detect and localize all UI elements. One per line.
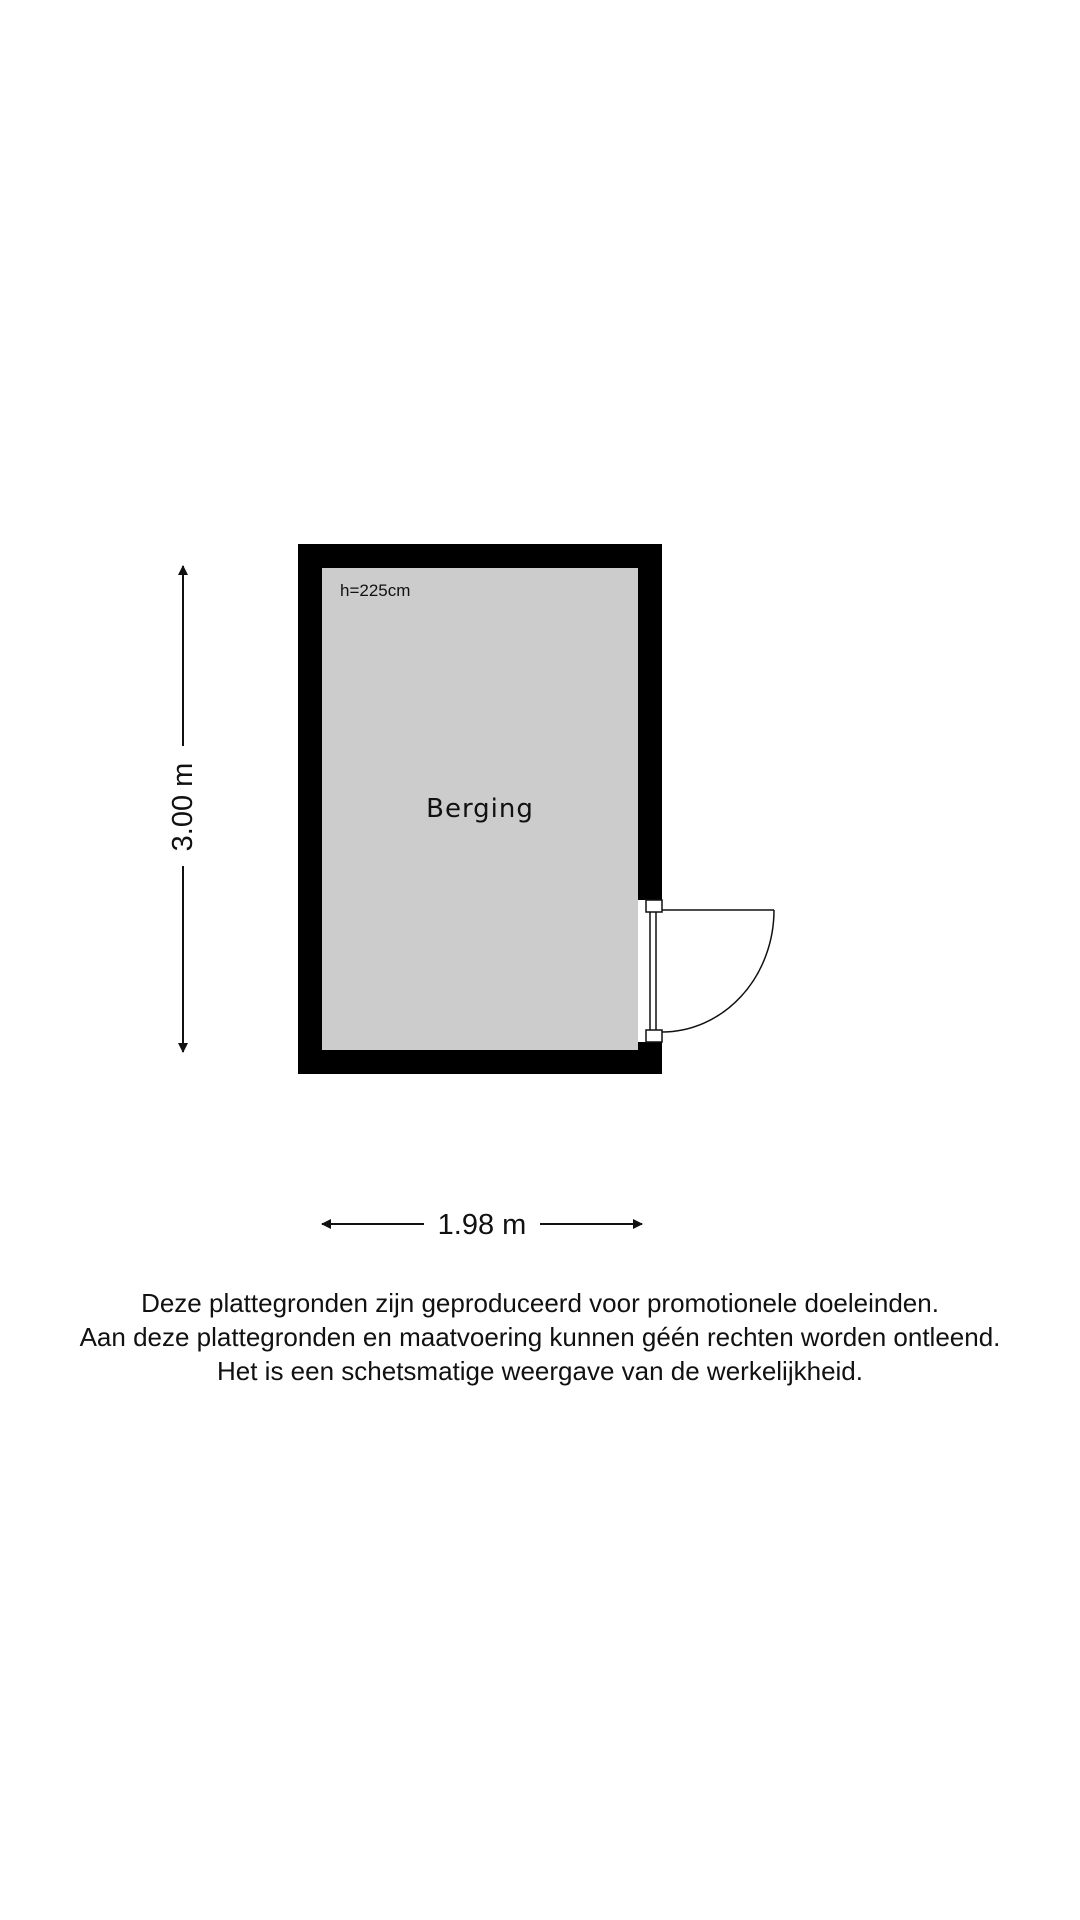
disclaimer-line: Aan deze plattegronden en maatvoering kunnen géén rechten worden ontleend. <box>79 1322 1001 1352</box>
door-swing-icon <box>662 910 774 1032</box>
vertical-dimension-label: 3.00 m <box>167 762 199 852</box>
horizontal-dimension-label: 1.98 m <box>437 1209 527 1241</box>
disclaimer <box>0 1286 1080 1388</box>
disclaimer-line: Het is een schetsmatige weergave van de werkelijkheid. <box>216 1356 863 1386</box>
vertical-dimension <box>167 566 199 1052</box>
horizontal-dimension <box>322 1209 642 1241</box>
disclaimer-line: Deze plattegronden zijn geproduceerd voor promotionele doeleinden. <box>141 1288 939 1318</box>
room-height-label: h=225cm <box>340 581 411 600</box>
room-name-label: Berging <box>426 794 534 824</box>
